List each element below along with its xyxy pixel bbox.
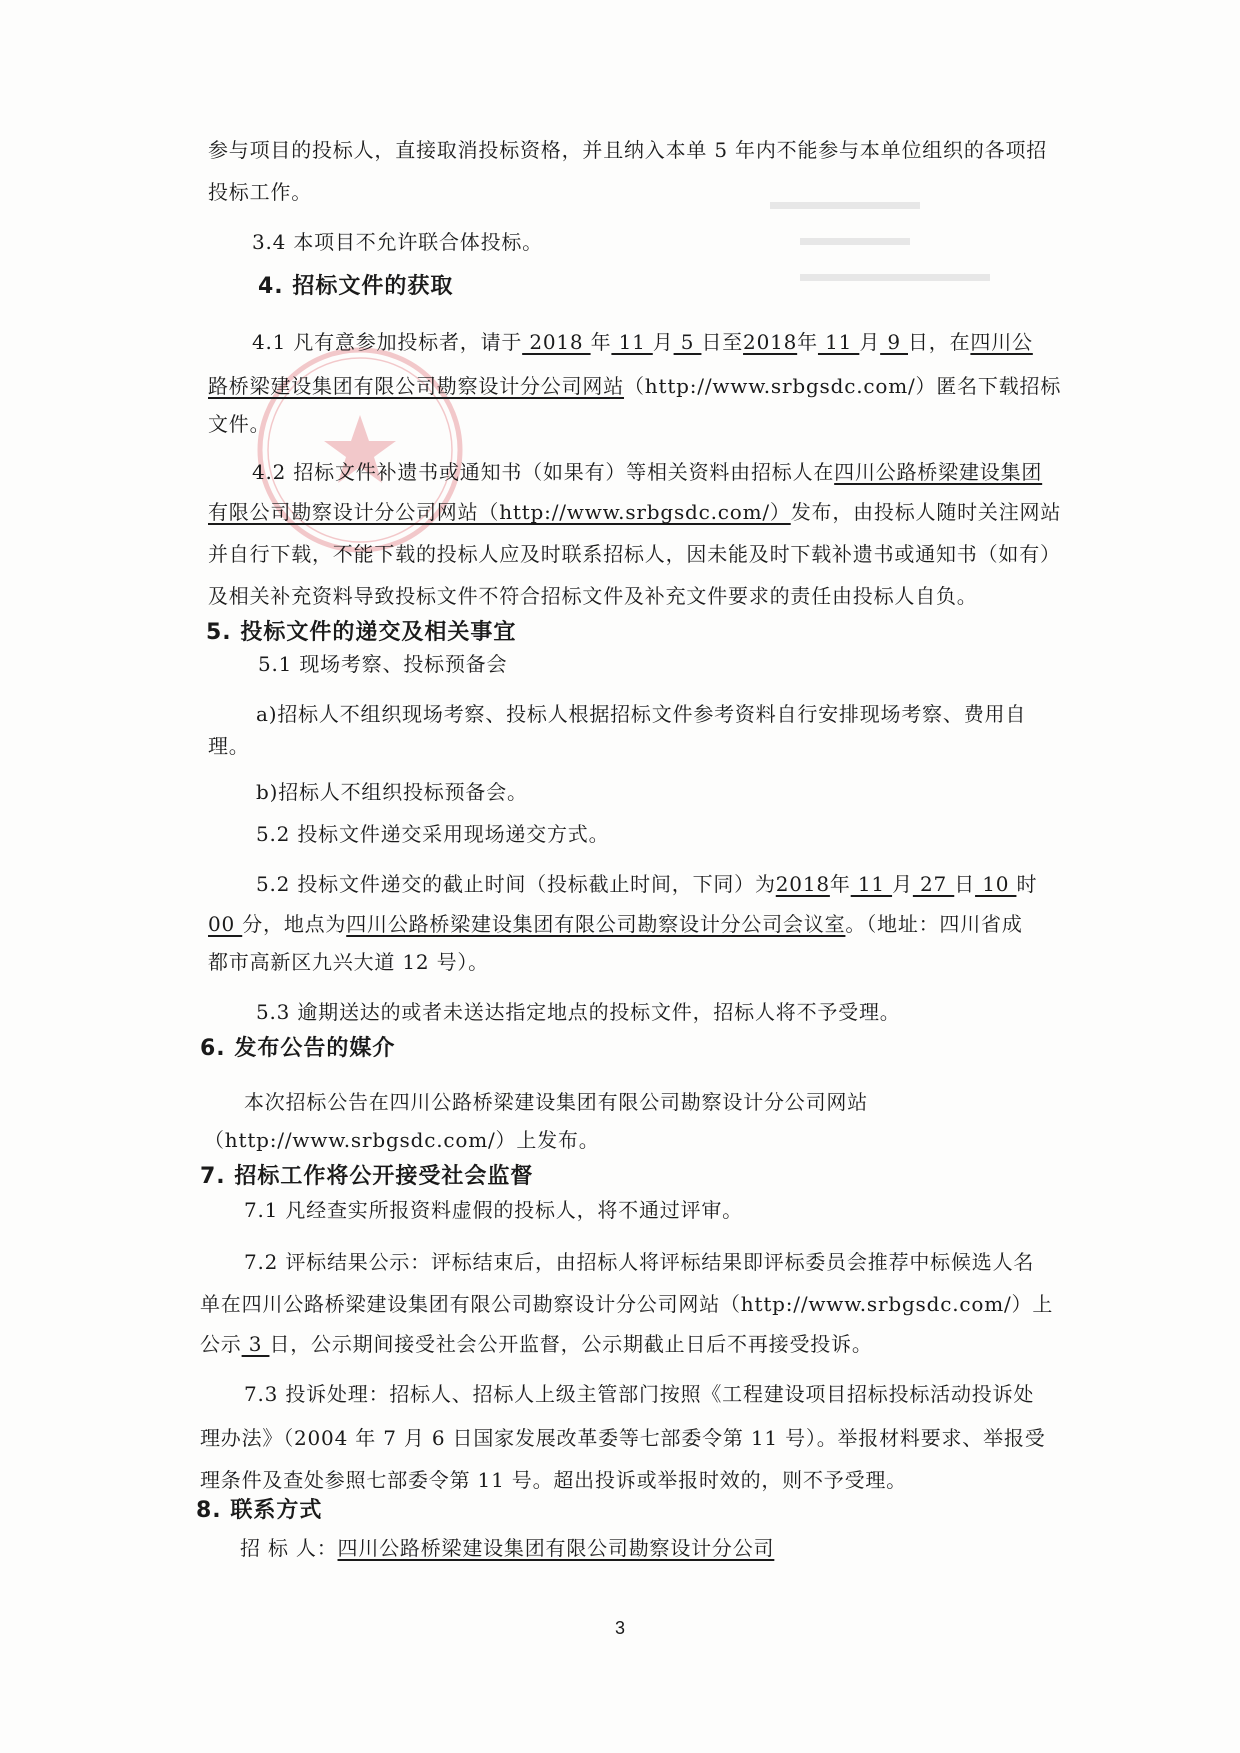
reverse-side-bleed: [760, 190, 1070, 300]
start-day: 5: [673, 330, 702, 354]
deadline-day: 27: [912, 872, 955, 896]
para-4-2-line-4: 及相关补充资料导致投标文件不符合招标文件及补充文件要求的责任由投标人自负。: [208, 584, 978, 608]
contact-value: 四川公路桥梁建设集团有限公司勘察设计分公司: [337, 1536, 775, 1560]
para-5-1-a-line-1: a)招标人不组织现场考察、投标人根据招标文件参考资料自行安排现场考察、费用自: [256, 702, 1027, 726]
start-year: 2018: [522, 330, 591, 354]
para-7-3-line-1: 7.3 投诉处理：招标人、招标人上级主管部门按照《工程建设项目招标投标活动投诉处: [244, 1382, 1035, 1406]
heading-4: 4. 招标文件的获取: [258, 274, 454, 299]
para-4-1-line-3: 文件。: [208, 412, 271, 436]
deadline-year: 2018: [775, 872, 830, 896]
para-5-1-a-line-2: 理。: [208, 734, 250, 758]
deadline-hour: 10: [975, 872, 1017, 896]
para-5-1: 5.1 现场考察、投标预备会: [258, 652, 508, 676]
sec3-line-2: 投标工作。: [208, 180, 312, 204]
para-4-1-line-2: 路桥梁建设集团有限公司勘察设计分公司网站（http://www.srbgsdc.com/）匿名下载招标: [208, 374, 1062, 398]
para-5-2-deadline-line-1: 5.2 投标文件递交的截止时间（投标截止时间，下同）为2018年 11 月 27 日 10 时: [256, 872, 1038, 896]
para-7-2-line-1: 7.2 评标结果公示：评标结束后，由招标人将评标结果即评标委员会推荐中标候选人名: [244, 1250, 1035, 1274]
para-5-1-b: b)招标人不组织投标预备会。: [256, 780, 528, 804]
deadline-month: 11: [850, 872, 893, 896]
website-name-part-2: 路桥梁建设集团有限公司勘察设计分公司网站: [208, 374, 624, 398]
para-7-1: 7.1 凡经查实所报资料虚假的投标人，将不通过评审。: [244, 1198, 743, 1222]
para-7-3-line-2: 理办法》（2004 年 7 月 6 日国家发展改革委等七部委令第 11 号）。举报材料要求、举报受: [200, 1426, 1046, 1450]
para-4-2-line-2: 有限公司勘察设计分公司网站（http://www.srbgsdc.com/）发布，由投标人随时关注网站: [208, 500, 1062, 524]
contact-label: 招 标 人：: [240, 1536, 338, 1560]
page-number: 3: [614, 1618, 625, 1638]
contact-tenderer: [240, 1534, 774, 1562]
para-5-2-deadline-line-3: 都市高新区九兴大道 12 号）。: [208, 950, 489, 974]
deadline-minute: 00: [208, 912, 243, 936]
para-4-1-line-1: 4.1 凡有意参加投标者，请于 2018 年 11 月 5 日至2018年 11 月 9 日，在四川公: [252, 330, 1033, 354]
start-month: 11: [611, 330, 653, 354]
para-7-2-line-3: 公示 3 日，公示期间接受社会公开监督，公示期截止日后不再接受投诉。: [200, 1332, 873, 1356]
heading-8: 8. 联系方式: [196, 1498, 323, 1523]
para-4-2-line-3: 并自行下载，不能下载的投标人应及时联系招标人，因未能及时下载补遗书或通知书（如有）: [208, 542, 1061, 566]
website-name-part-2: 有限公司勘察设计分公司网站（http://www.srbgsdc.com/）: [208, 500, 791, 524]
para-6-line-2: （http://www.srbgsdc.com/）上发布。: [204, 1128, 600, 1152]
end-year: 2018: [743, 330, 798, 354]
para-7-3-line-3: 理条件及查处参照七部委令第 11 号。超出投诉或举报时效的，则不予受理。: [200, 1468, 907, 1492]
end-day: 9: [880, 330, 908, 354]
para-7-2-line-2: 单在四川公路桥梁建设集团有限公司勘察设计分公司网站（http://www.srbgsdc.com/）上: [200, 1292, 1054, 1316]
para-5-2-method: 5.2 投标文件递交采用现场递交方式。: [256, 822, 610, 846]
meeting-room: 四川公路桥梁建设集团有限公司勘察设计分公司会议室: [346, 912, 846, 936]
heading-5: 5. 投标文件的递交及相关事宜: [206, 620, 517, 645]
website-name-part-1: 四川公: [970, 330, 1033, 354]
publicity-days: 3: [241, 1332, 270, 1356]
heading-7: 7. 招标工作将公开接受社会监督: [200, 1164, 534, 1189]
end-month: 11: [817, 330, 860, 354]
heading-6: 6. 发布公告的媒介: [200, 1036, 396, 1061]
para-6-line-1: 本次招标公告在四川公路桥梁建设集团有限公司勘察设计分公司网站: [244, 1090, 868, 1114]
para-5-2-deadline-line-2: 00 分，地点为四川公路桥梁建设集团有限公司勘察设计分公司会议室。（地址：四川省成: [208, 912, 1023, 936]
para-3-4: 3.4 本项目不允许联合体投标。: [252, 230, 543, 254]
para-5-3: 5.3 逾期送达的或者未送达指定地点的投标文件，招标人将不予受理。: [256, 1000, 901, 1024]
sec3-line-1: 参与项目的投标人，直接取消投标资格，并且纳入本单 5 年内不能参与本单位组织的各项招: [208, 138, 1048, 162]
para-4-2-line-1: 4.2 招标文件补遗书或通知书（如果有）等相关资料由招标人在四川公路桥梁建设集团: [252, 460, 1043, 484]
website-name-part-1: 四川公路桥梁建设集团: [834, 460, 1043, 484]
